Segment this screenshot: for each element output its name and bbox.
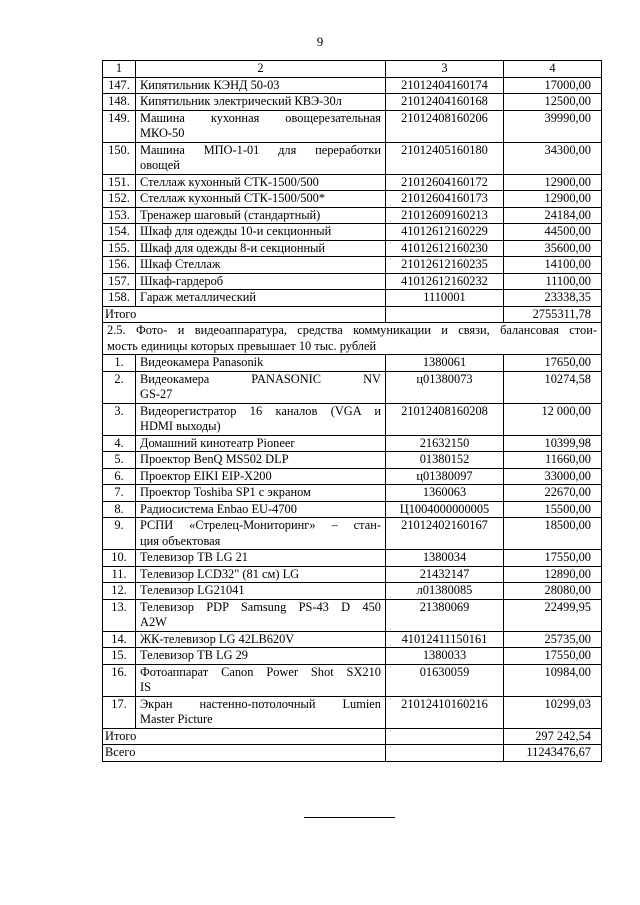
inventory-number: 01380152 — [386, 452, 504, 469]
book-value: 12 000,00 — [504, 403, 602, 435]
book-value: 24184,00 — [504, 207, 602, 224]
row-number: 151. — [103, 174, 136, 191]
table-row — [103, 452, 602, 469]
book-value: 10299,03 — [504, 696, 602, 728]
item-name-line: GS-27 — [140, 387, 173, 401]
table-row — [103, 566, 602, 583]
book-value: 17650,00 — [504, 355, 602, 372]
item-name: Гараж металлический — [136, 290, 386, 307]
row-number: 14. — [103, 631, 136, 648]
book-value: 12900,00 — [504, 174, 602, 191]
item-name: Видеокамера Panasonik — [136, 355, 386, 372]
row-number: 152. — [103, 191, 136, 208]
row-number: 12. — [103, 583, 136, 600]
inventory-number: 21432147 — [386, 566, 504, 583]
table-row — [103, 501, 602, 518]
book-value: 12900,00 — [504, 191, 602, 208]
book-value: 34300,00 — [504, 142, 602, 174]
book-value: 12500,00 — [504, 94, 602, 111]
inventory-number: 41012411150161 — [386, 631, 504, 648]
row-number: 156. — [103, 257, 136, 274]
book-value: 11660,00 — [504, 452, 602, 469]
item-name — [136, 142, 386, 174]
column-header: 3 — [386, 61, 504, 78]
table-row — [103, 583, 602, 600]
book-value: 17550,00 — [504, 648, 602, 665]
subtotal-row — [103, 728, 602, 745]
table-row — [103, 77, 602, 94]
total-label: Итого — [103, 728, 386, 745]
row-number: 153. — [103, 207, 136, 224]
item-name: Шкаф для одежды 10-и секционный — [136, 224, 386, 241]
item-name — [136, 599, 386, 631]
table-row — [103, 550, 602, 567]
table-row — [103, 142, 602, 174]
item-name: Шкаф Стеллаж — [136, 257, 386, 274]
inventory-number: 21012405160180 — [386, 142, 504, 174]
item-name: Телевизор LG21041 — [136, 583, 386, 600]
book-value: 10399,98 — [504, 435, 602, 452]
section-heading-row — [103, 323, 602, 355]
row-number: 11. — [103, 566, 136, 583]
footer-rule — [304, 817, 395, 818]
inventory-number: 41012612160232 — [386, 273, 504, 290]
inventory-number: 1110001 — [386, 290, 504, 307]
row-number: 16. — [103, 664, 136, 696]
book-value: 12890,00 — [504, 566, 602, 583]
inventory-number: 21632150 — [386, 435, 504, 452]
item-name: Стеллаж кухонный СТК-1500/500 — [136, 174, 386, 191]
book-value: 10984,00 — [504, 664, 602, 696]
row-number: 15. — [103, 648, 136, 665]
book-value: 23338,35 — [504, 290, 602, 307]
inventory-number: 1380033 — [386, 648, 504, 665]
item-name — [136, 664, 386, 696]
book-value: 25735,00 — [504, 631, 602, 648]
item-name: Телевизор ТВ LG 29 — [136, 648, 386, 665]
row-number: 7. — [103, 485, 136, 502]
total-value: 297 242,54 — [504, 728, 602, 745]
table-row — [103, 371, 602, 403]
table-row — [103, 290, 602, 307]
item-name — [136, 696, 386, 728]
row-number: 10. — [103, 550, 136, 567]
inventory-number: 21012612160235 — [386, 257, 504, 274]
table-row — [103, 273, 602, 290]
row-number: 148. — [103, 94, 136, 111]
total-value: 11243476,67 — [504, 745, 602, 762]
inventory-number: 01630059 — [386, 664, 504, 696]
total-label: Итого — [103, 306, 386, 323]
inventory-number: 21012408160208 — [386, 403, 504, 435]
item-name: Проектор BenQ MS502 DLP — [136, 452, 386, 469]
item-name: Телевизор LCD32" (81 см) LG — [136, 566, 386, 583]
item-name-line: HDMI выходы) — [140, 419, 221, 433]
book-value: 22670,00 — [504, 485, 602, 502]
table-row — [103, 94, 602, 111]
empty-cell — [386, 745, 504, 762]
inventory-number: 21012404160168 — [386, 94, 504, 111]
book-value: 39990,00 — [504, 110, 602, 142]
item-name-line: Видеорегистратор 16 каналов (VGA и — [140, 403, 381, 418]
subtotal-row — [103, 306, 602, 323]
section-heading-line: мость единицы которых превышает 10 тыс. рублей — [107, 338, 377, 353]
inventory-number: л01380085 — [386, 583, 504, 600]
item-name-line: Экран настенно-потолочный Lumien — [140, 696, 381, 711]
row-number: 5. — [103, 452, 136, 469]
book-value: 35600,00 — [504, 240, 602, 257]
inventory-number: 41012612160230 — [386, 240, 504, 257]
item-name: Домашний кинотеатр Pioneer — [136, 435, 386, 452]
table-row — [103, 110, 602, 142]
book-value: 10274,58 — [504, 371, 602, 403]
inventory-number: 21012402160167 — [386, 518, 504, 550]
inventory-number: ц01380073 — [386, 371, 504, 403]
book-value: 22499,95 — [504, 599, 602, 631]
row-number: 147. — [103, 77, 136, 94]
item-name: ЖК-телевизор LG 42LB620V — [136, 631, 386, 648]
item-name: Тренажер шаговый (стандартный) — [136, 207, 386, 224]
inventory-number: 21012604160173 — [386, 191, 504, 208]
item-name-line: Телевизор PDP Samsung PS-43 D 450 — [140, 599, 381, 614]
table-row — [103, 664, 602, 696]
item-name: Кипятильник электрический КВЭ-30л — [136, 94, 386, 111]
item-name — [136, 403, 386, 435]
row-number: 13. — [103, 599, 136, 631]
item-name-line: Машина кухонная овощерезательная — [140, 110, 381, 125]
item-name-line: Master Picture — [140, 712, 213, 726]
total-value: 2755311,78 — [504, 306, 602, 323]
book-value: 44500,00 — [504, 224, 602, 241]
inventory-number: 41012612160229 — [386, 224, 504, 241]
row-number: 8. — [103, 501, 136, 518]
table-row — [103, 403, 602, 435]
row-number: 155. — [103, 240, 136, 257]
item-name-line: Фотоаппарат Canon Power Shot SX210 — [140, 664, 381, 679]
table-row — [103, 435, 602, 452]
item-name-line: МКО-50 — [140, 126, 185, 140]
inventory-number: 21380069 — [386, 599, 504, 631]
table-row — [103, 240, 602, 257]
item-name: Проектор EIKI EIP-X200 — [136, 468, 386, 485]
item-name-line: Видеокамера PANASONIC NV — [140, 371, 381, 386]
table-row — [103, 257, 602, 274]
row-number: 157. — [103, 273, 136, 290]
inventory-number: 21012408160206 — [386, 110, 504, 142]
table-row — [103, 485, 602, 502]
total-label: Всего — [103, 745, 386, 762]
column-header: 4 — [504, 61, 602, 78]
item-name — [136, 110, 386, 142]
row-number: 9. — [103, 518, 136, 550]
item-name: Стеллаж кухонный СТК-1500/500* — [136, 191, 386, 208]
item-name: Радиосистема Enbao EU-4700 — [136, 501, 386, 518]
table-row — [103, 191, 602, 208]
table-row — [103, 355, 602, 372]
inventory-number: 21012410160216 — [386, 696, 504, 728]
book-value: 28080,00 — [504, 583, 602, 600]
inventory-number: 1380061 — [386, 355, 504, 372]
section-heading-line: 2.5. Фото- и видеоаппаратура, средства коммуникации и связи, балансовая стои- — [107, 323, 597, 337]
item-name-line: IS — [140, 680, 152, 694]
item-name: Кипятильник КЭНД 50-03 — [136, 77, 386, 94]
inventory-number: Ц1004000000005 — [386, 501, 504, 518]
item-name: Шкаф для одежды 8-и секционный — [136, 240, 386, 257]
table-row — [103, 468, 602, 485]
row-number: 158. — [103, 290, 136, 307]
row-number: 17. — [103, 696, 136, 728]
item-name: Телевизор ТВ LG 21 — [136, 550, 386, 567]
book-value: 15500,00 — [504, 501, 602, 518]
row-number: 1. — [103, 355, 136, 372]
book-value: 17000,00 — [504, 77, 602, 94]
grand-total-row — [103, 745, 602, 762]
table-row — [103, 207, 602, 224]
item-name-line: ция объектовая — [140, 533, 221, 548]
row-number: 6. — [103, 468, 136, 485]
inventory-number: 21012609160213 — [386, 207, 504, 224]
inventory-number: 21012604160172 — [386, 174, 504, 191]
item-name-line: A2W — [140, 615, 167, 629]
book-value: 18500,00 — [504, 518, 602, 550]
inventory-number: 1360063 — [386, 485, 504, 502]
book-value: 33000,00 — [504, 468, 602, 485]
book-value: 17550,00 — [504, 550, 602, 567]
header-row — [103, 61, 602, 78]
column-header: 2 — [136, 61, 386, 78]
row-number: 3. — [103, 403, 136, 435]
row-number: 149. — [103, 110, 136, 142]
table-row — [103, 174, 602, 191]
page-number: 9 — [316, 34, 324, 49]
section-heading — [103, 323, 602, 355]
item-name-line: овощей — [140, 158, 180, 172]
row-number: 154. — [103, 224, 136, 241]
item-name — [136, 518, 386, 550]
item-name-line: Машина МПО-1-01 для переработки — [140, 142, 381, 157]
item-name: Проектор Toshiba SP1 с экраном — [136, 485, 386, 502]
item-name — [136, 371, 386, 403]
inventory-number: 1380034 — [386, 550, 504, 567]
empty-cell — [386, 728, 504, 745]
table-row — [103, 599, 602, 631]
row-number: 150. — [103, 142, 136, 174]
inventory-number: ц01380097 — [386, 468, 504, 485]
row-number: 2. — [103, 371, 136, 403]
item-name-line: РСПИ «Стрелец-Мониторинг» – стан- — [140, 518, 381, 532]
column-header: 1 — [103, 61, 136, 78]
book-value: 11100,00 — [504, 273, 602, 290]
table-row — [103, 631, 602, 648]
table-row — [103, 518, 602, 550]
table-row — [103, 696, 602, 728]
table-row — [103, 648, 602, 665]
row-number: 4. — [103, 435, 136, 452]
table-row — [103, 224, 602, 241]
inventory-table — [102, 60, 602, 762]
item-name: Шкаф-гардероб — [136, 273, 386, 290]
book-value: 14100,00 — [504, 257, 602, 274]
inventory-number: 21012404160174 — [386, 77, 504, 94]
empty-cell — [386, 306, 504, 323]
